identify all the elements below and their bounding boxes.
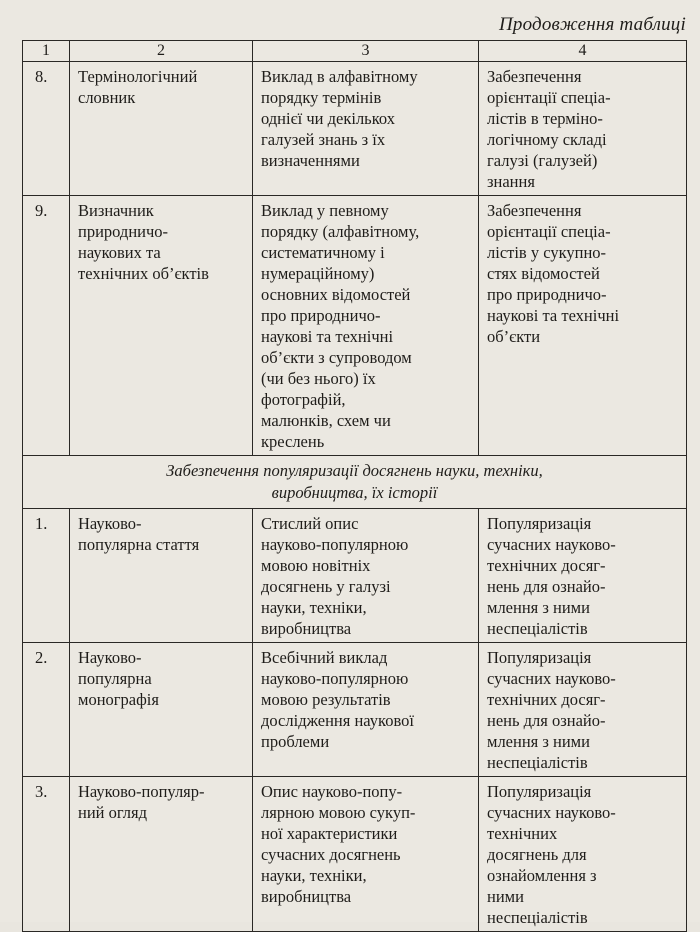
row-purpose: Популяризація сучасних науково- технічних досяг- нень для ознайо- млення з ними неспеціалістів (487, 514, 616, 638)
publication-types-table (22, 40, 687, 932)
header-cell: 3 (253, 41, 479, 62)
table-row (23, 777, 687, 932)
row-name: Науково- популярна монографія (78, 648, 159, 709)
row-number: 2. (23, 643, 70, 777)
table-row (23, 62, 687, 196)
section-row (23, 456, 687, 509)
row-purpose: Забезпечення орієнтації спеціа- лістів у сукупно- стях відомостей про природничо- наукові та технічні об’єкти (487, 201, 620, 346)
row-purpose: Забезпечення орієнтації спеціа- лістів в терміно- логічному складі галузі (галузей) знання (487, 67, 611, 191)
row-name: Визначник природничо- наукових та технічних об’єктів (78, 201, 209, 283)
header-cell: 1 (23, 41, 70, 62)
row-content: Виклад у певному порядку (алфавітному, систематичному і нумераційному) основних відомостей про природничо- наукові та технічні об’єкти з супроводом (чи без нього) їх фотографій, малюнків, схем чи креслень (261, 201, 420, 451)
row-name: Термінологічний словник (78, 67, 198, 107)
row-number: 1. (23, 509, 70, 643)
row-number: 3. (23, 777, 70, 932)
continuation-label: Продовження таблиці (498, 14, 686, 35)
row-content: Всебічний виклад науково-популярною мовою результатів дослідження наукової проблеми (261, 648, 414, 751)
section-heading: Забезпечення популяризації досягнень науки, техніки, виробництва, їх історії (166, 461, 543, 502)
header-cell: 4 (479, 41, 687, 62)
table-row (23, 643, 687, 777)
row-name: Науково- популярна стаття (78, 514, 200, 554)
row-content: Опис науково-попу- лярною мовою сукуп- ної характеристики сучасних досягнень науки, техніки, виробництва (261, 782, 416, 906)
header-row (23, 41, 687, 62)
row-purpose: Популяризація сучасних науково- технічних досягнень для ознайомлення з ними неспеціалістів (487, 782, 616, 927)
row-name: Науково-популяр- ний огляд (78, 782, 205, 822)
table-row (23, 196, 687, 456)
row-content: Стислий опис науково-популярною мовою новітніх досягнень у галузі науки, техніки, виробництва (261, 514, 409, 638)
table-row (23, 509, 687, 643)
row-content: Виклад в алфавітному порядку термінів однієї чи декількох галузей знань з їх визначеннями (261, 67, 418, 170)
row-purpose: Популяризація сучасних науково- технічних досяг- нень для ознайо- млення з ними неспеціалістів (487, 648, 616, 772)
row-number: 8. (23, 62, 70, 196)
row-number: 9. (23, 196, 70, 456)
header-cell: 2 (70, 41, 253, 62)
